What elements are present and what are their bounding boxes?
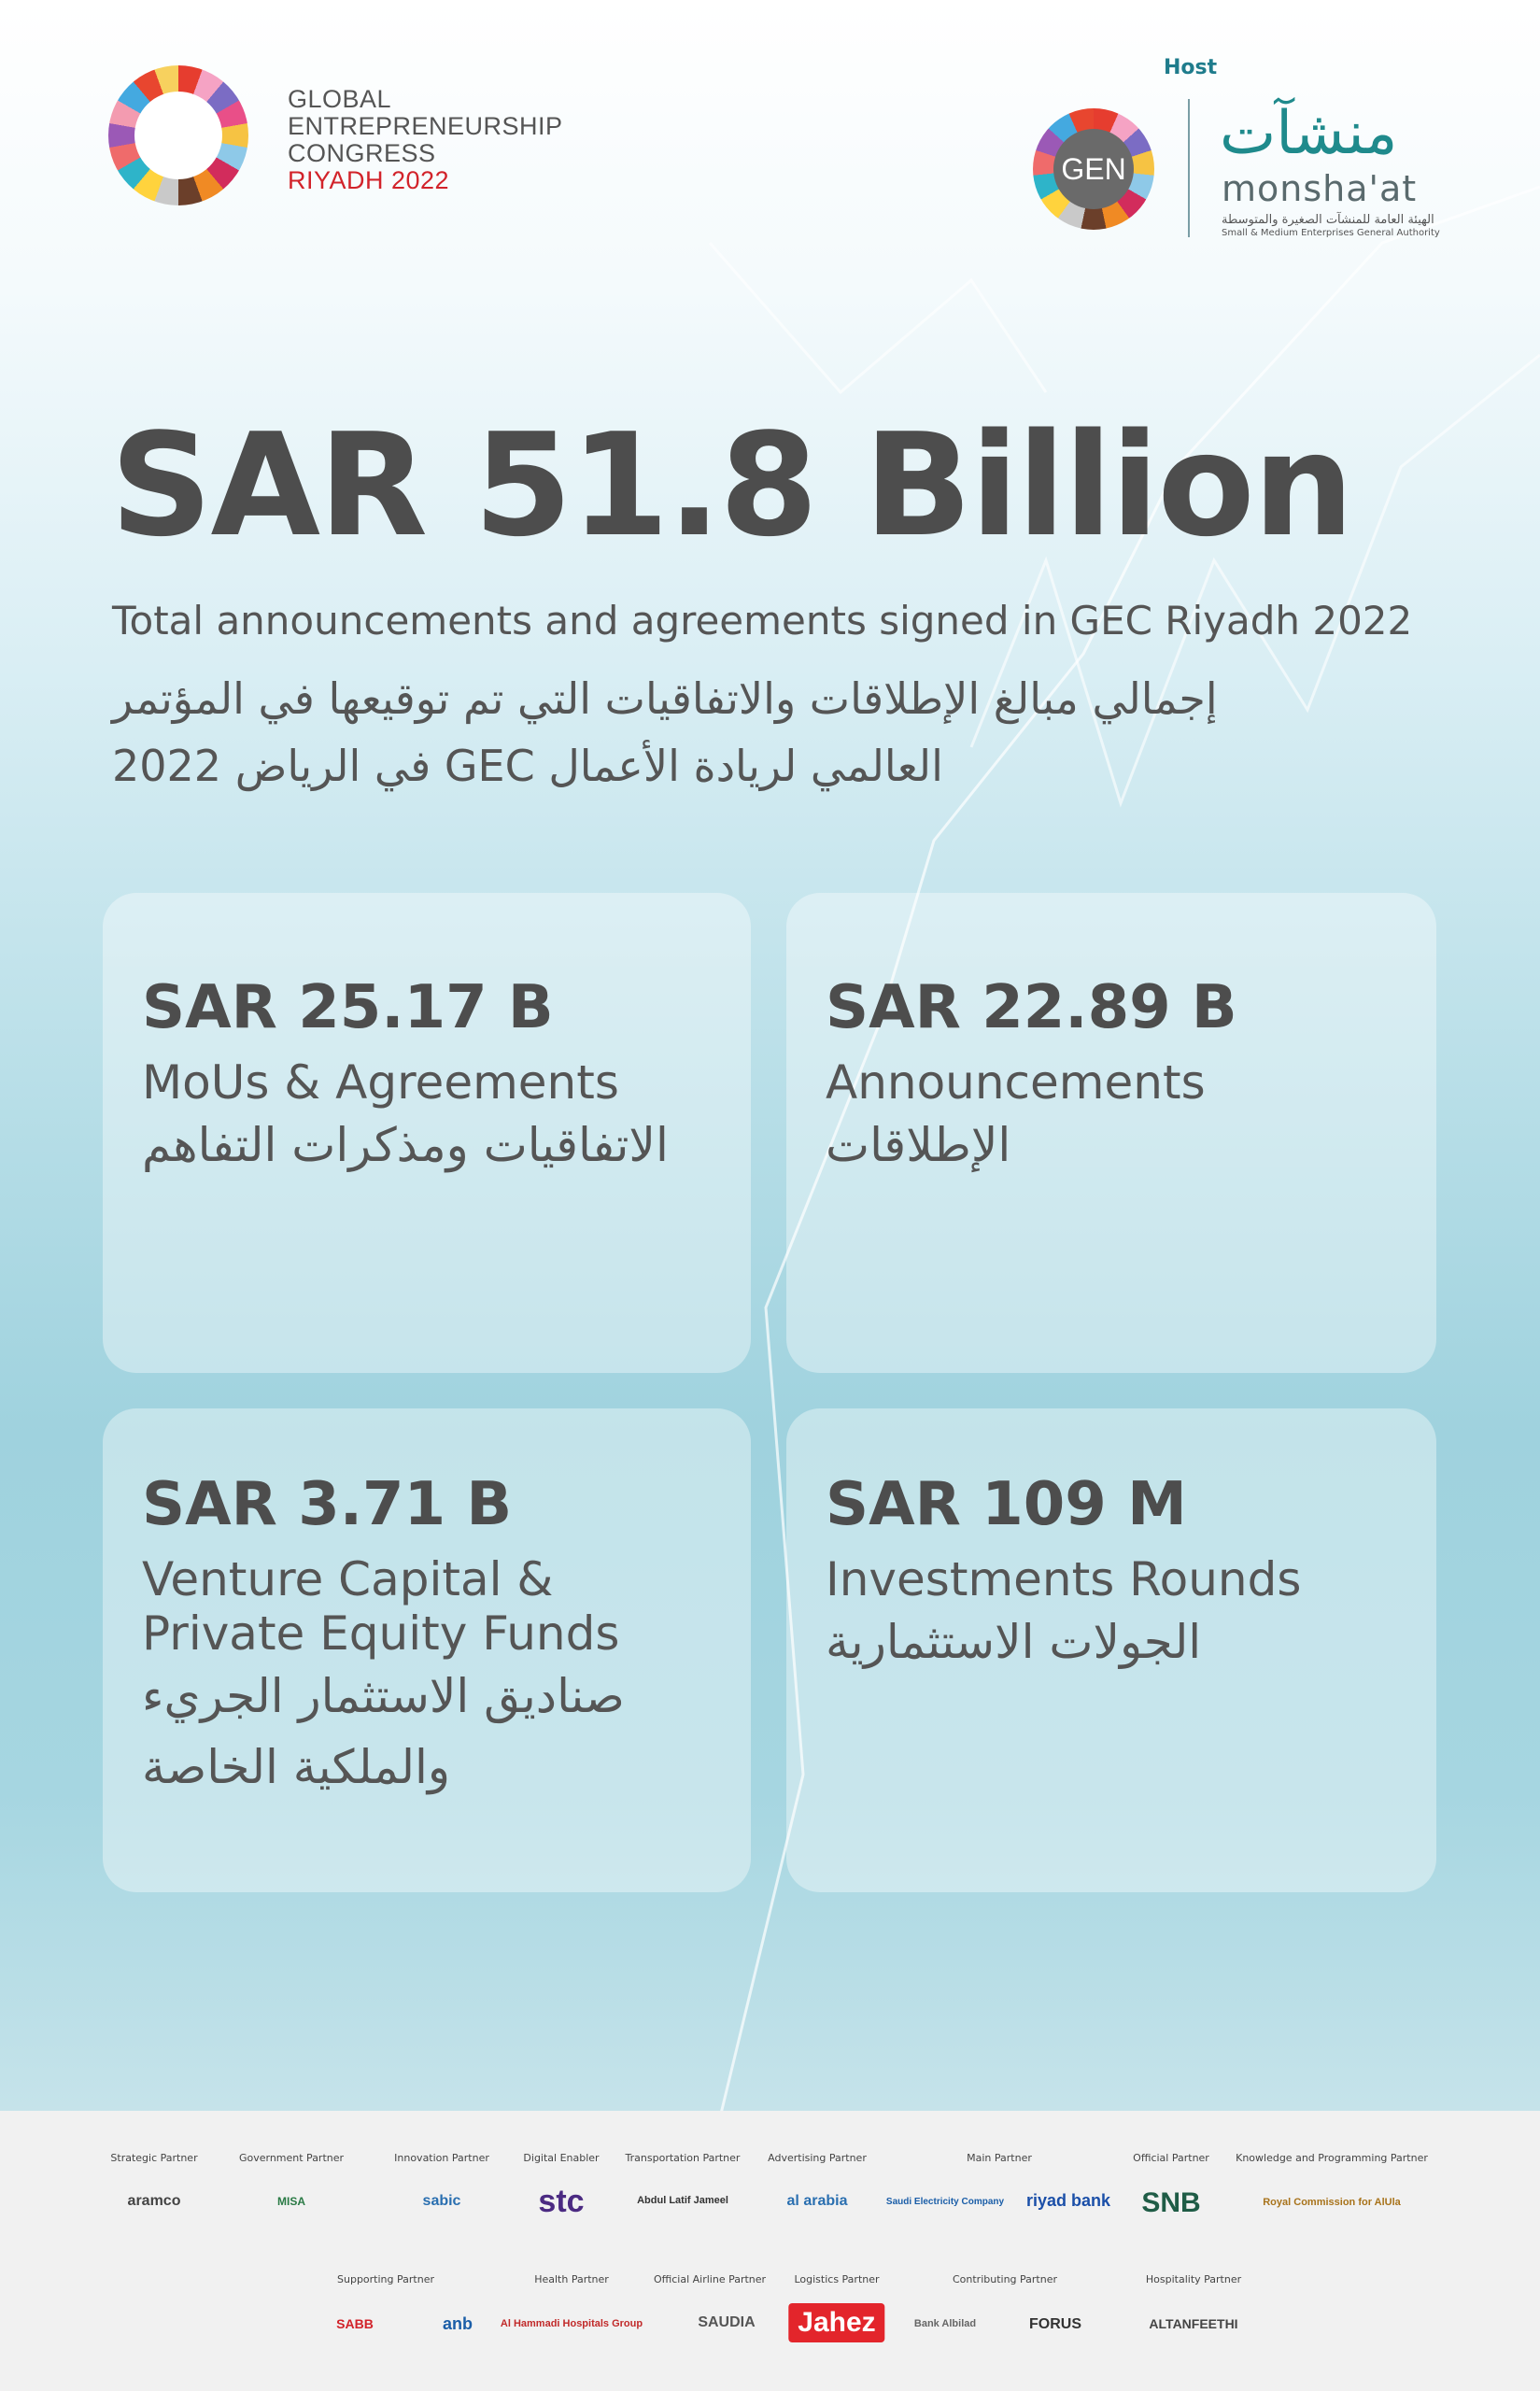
- misa-logo: MISA: [277, 2195, 305, 2208]
- alula-logo: Royal Commission for AlUla: [1263, 2197, 1401, 2208]
- gen-logo: [1033, 108, 1154, 230]
- altanfeethi-logo: ALTANFEETHI: [1149, 2316, 1238, 2331]
- partner-role-innovation: Innovation Partner: [394, 2152, 489, 2164]
- card-label-ar: الإطلاقات: [826, 1118, 1011, 1172]
- logo-divider: [1188, 99, 1190, 237]
- partner-role-contributing: Contributing Partner: [952, 2273, 1058, 2285]
- partner-role-knowledge: Knowledge and Programming Partner: [1236, 2152, 1428, 2164]
- partner-role-official: Official Partner: [1133, 2152, 1209, 2164]
- anb-logo: anb: [442, 2314, 473, 2333]
- partner-role-advertising: Advertising Partner: [768, 2152, 867, 2164]
- gen-logo-text: GEN: [1053, 129, 1134, 209]
- card-label-ar: الاتفاقيات ومذكرات التفاهم: [142, 1118, 669, 1172]
- jahez-logo: Jahez: [788, 2303, 884, 2342]
- saudia-logo: SAUDIA: [698, 2314, 756, 2330]
- forus-logo: FORUS: [1029, 2316, 1081, 2332]
- total-subtitle-ar: إجمالي مبالغ الإطلاقات والاتفاقيات التي تم توقيعها في المؤتمر العالمي لريادة الأعمال GEC في الرياض 2022: [112, 673, 1218, 791]
- card-vc-pe-funds: [103, 1408, 751, 1892]
- monshaat-subtitle-ar: الهيئة العامة للمنشآت الصغيرة والمتوسطة: [1222, 213, 1434, 227]
- total-subtitle-en: Total announcements and agreements signed in GEC Riyadh 2022: [112, 598, 1413, 644]
- hammadi-logo: Al Hammadi Hospitals Group: [500, 2318, 643, 2329]
- partner-role-hospitality: Hospitality Partner: [1145, 2273, 1242, 2285]
- card-value: SAR 22.89 B: [826, 973, 1237, 1042]
- card-announcements: [786, 893, 1436, 1373]
- partner-role-health: Health Partner: [534, 2273, 609, 2285]
- partner-role-government: Government Partner: [238, 2152, 345, 2164]
- partner-role-supporting: Supporting Partner: [337, 2273, 434, 2285]
- host-label: Host: [1164, 56, 1218, 79]
- card-label-ar-1: صناديق الاستثمار الجريء: [142, 1669, 625, 1723]
- partner-role-main: Main Partner: [967, 2152, 1032, 2164]
- partner-role-digital: Digital Enabler: [523, 2152, 600, 2164]
- partner-role-strategic: Strategic Partner: [110, 2152, 198, 2164]
- alarabia-logo: al arabia: [786, 2193, 848, 2209]
- card-label-en: Investments Rounds: [826, 1552, 1302, 1606]
- total-amount: SAR 51.8 Billion: [110, 403, 1352, 568]
- gec-ring-icon: [108, 65, 248, 205]
- partner-role-logistics: Logistics Partner: [794, 2273, 880, 2285]
- gec-riyadh-logo: [108, 65, 563, 243]
- monshaat-subtitle-en: Small & Medium Enterprises General Authority: [1222, 228, 1440, 238]
- card-label-en: Venture Capital & Private Equity Funds: [142, 1552, 620, 1661]
- stc-logo: stc: [538, 2184, 585, 2219]
- card-label-en: Announcements: [826, 1055, 1206, 1110]
- sabic-logo: sabic: [422, 2193, 461, 2209]
- sabb-logo: SABB: [336, 2316, 374, 2331]
- card-value: SAR 25.17 B: [142, 973, 554, 1042]
- albilad-logo: Bank Albilad: [913, 2318, 977, 2329]
- partner-role-airline: Official Airline Partner: [653, 2273, 767, 2285]
- sec-logo: Saudi Electricity Company: [885, 2197, 1005, 2207]
- card-label-ar: الجولات الاستثمارية: [826, 1615, 1202, 1669]
- card-label-en: MoUs & Agreements: [142, 1055, 619, 1110]
- gec-logo-text: GLOBAL ENTREPRENEURSHIP CONGRESS RIYADH 2022: [288, 85, 563, 194]
- card-value: SAR 3.71 B: [142, 1470, 513, 1539]
- monshaat-latin-logo: monsha'at: [1222, 168, 1418, 209]
- aramco-logo: aramco: [127, 2193, 181, 2209]
- snb-logo: SNB: [1141, 2187, 1201, 2218]
- partner-role-transport: Transportation Partner: [625, 2152, 741, 2164]
- card-mous-agreements: [103, 893, 751, 1373]
- card-value: SAR 109 M: [826, 1470, 1187, 1539]
- riyad-bank-logo: riyad bank: [1025, 2191, 1111, 2210]
- alj-logo: Abdul Latif Jameel: [637, 2195, 728, 2206]
- card-label-ar-2: والملكية الخاصة: [142, 1740, 451, 1794]
- monshaat-arabic-logo: منشآت: [1220, 99, 1398, 168]
- card-investment-rounds: [786, 1408, 1436, 1892]
